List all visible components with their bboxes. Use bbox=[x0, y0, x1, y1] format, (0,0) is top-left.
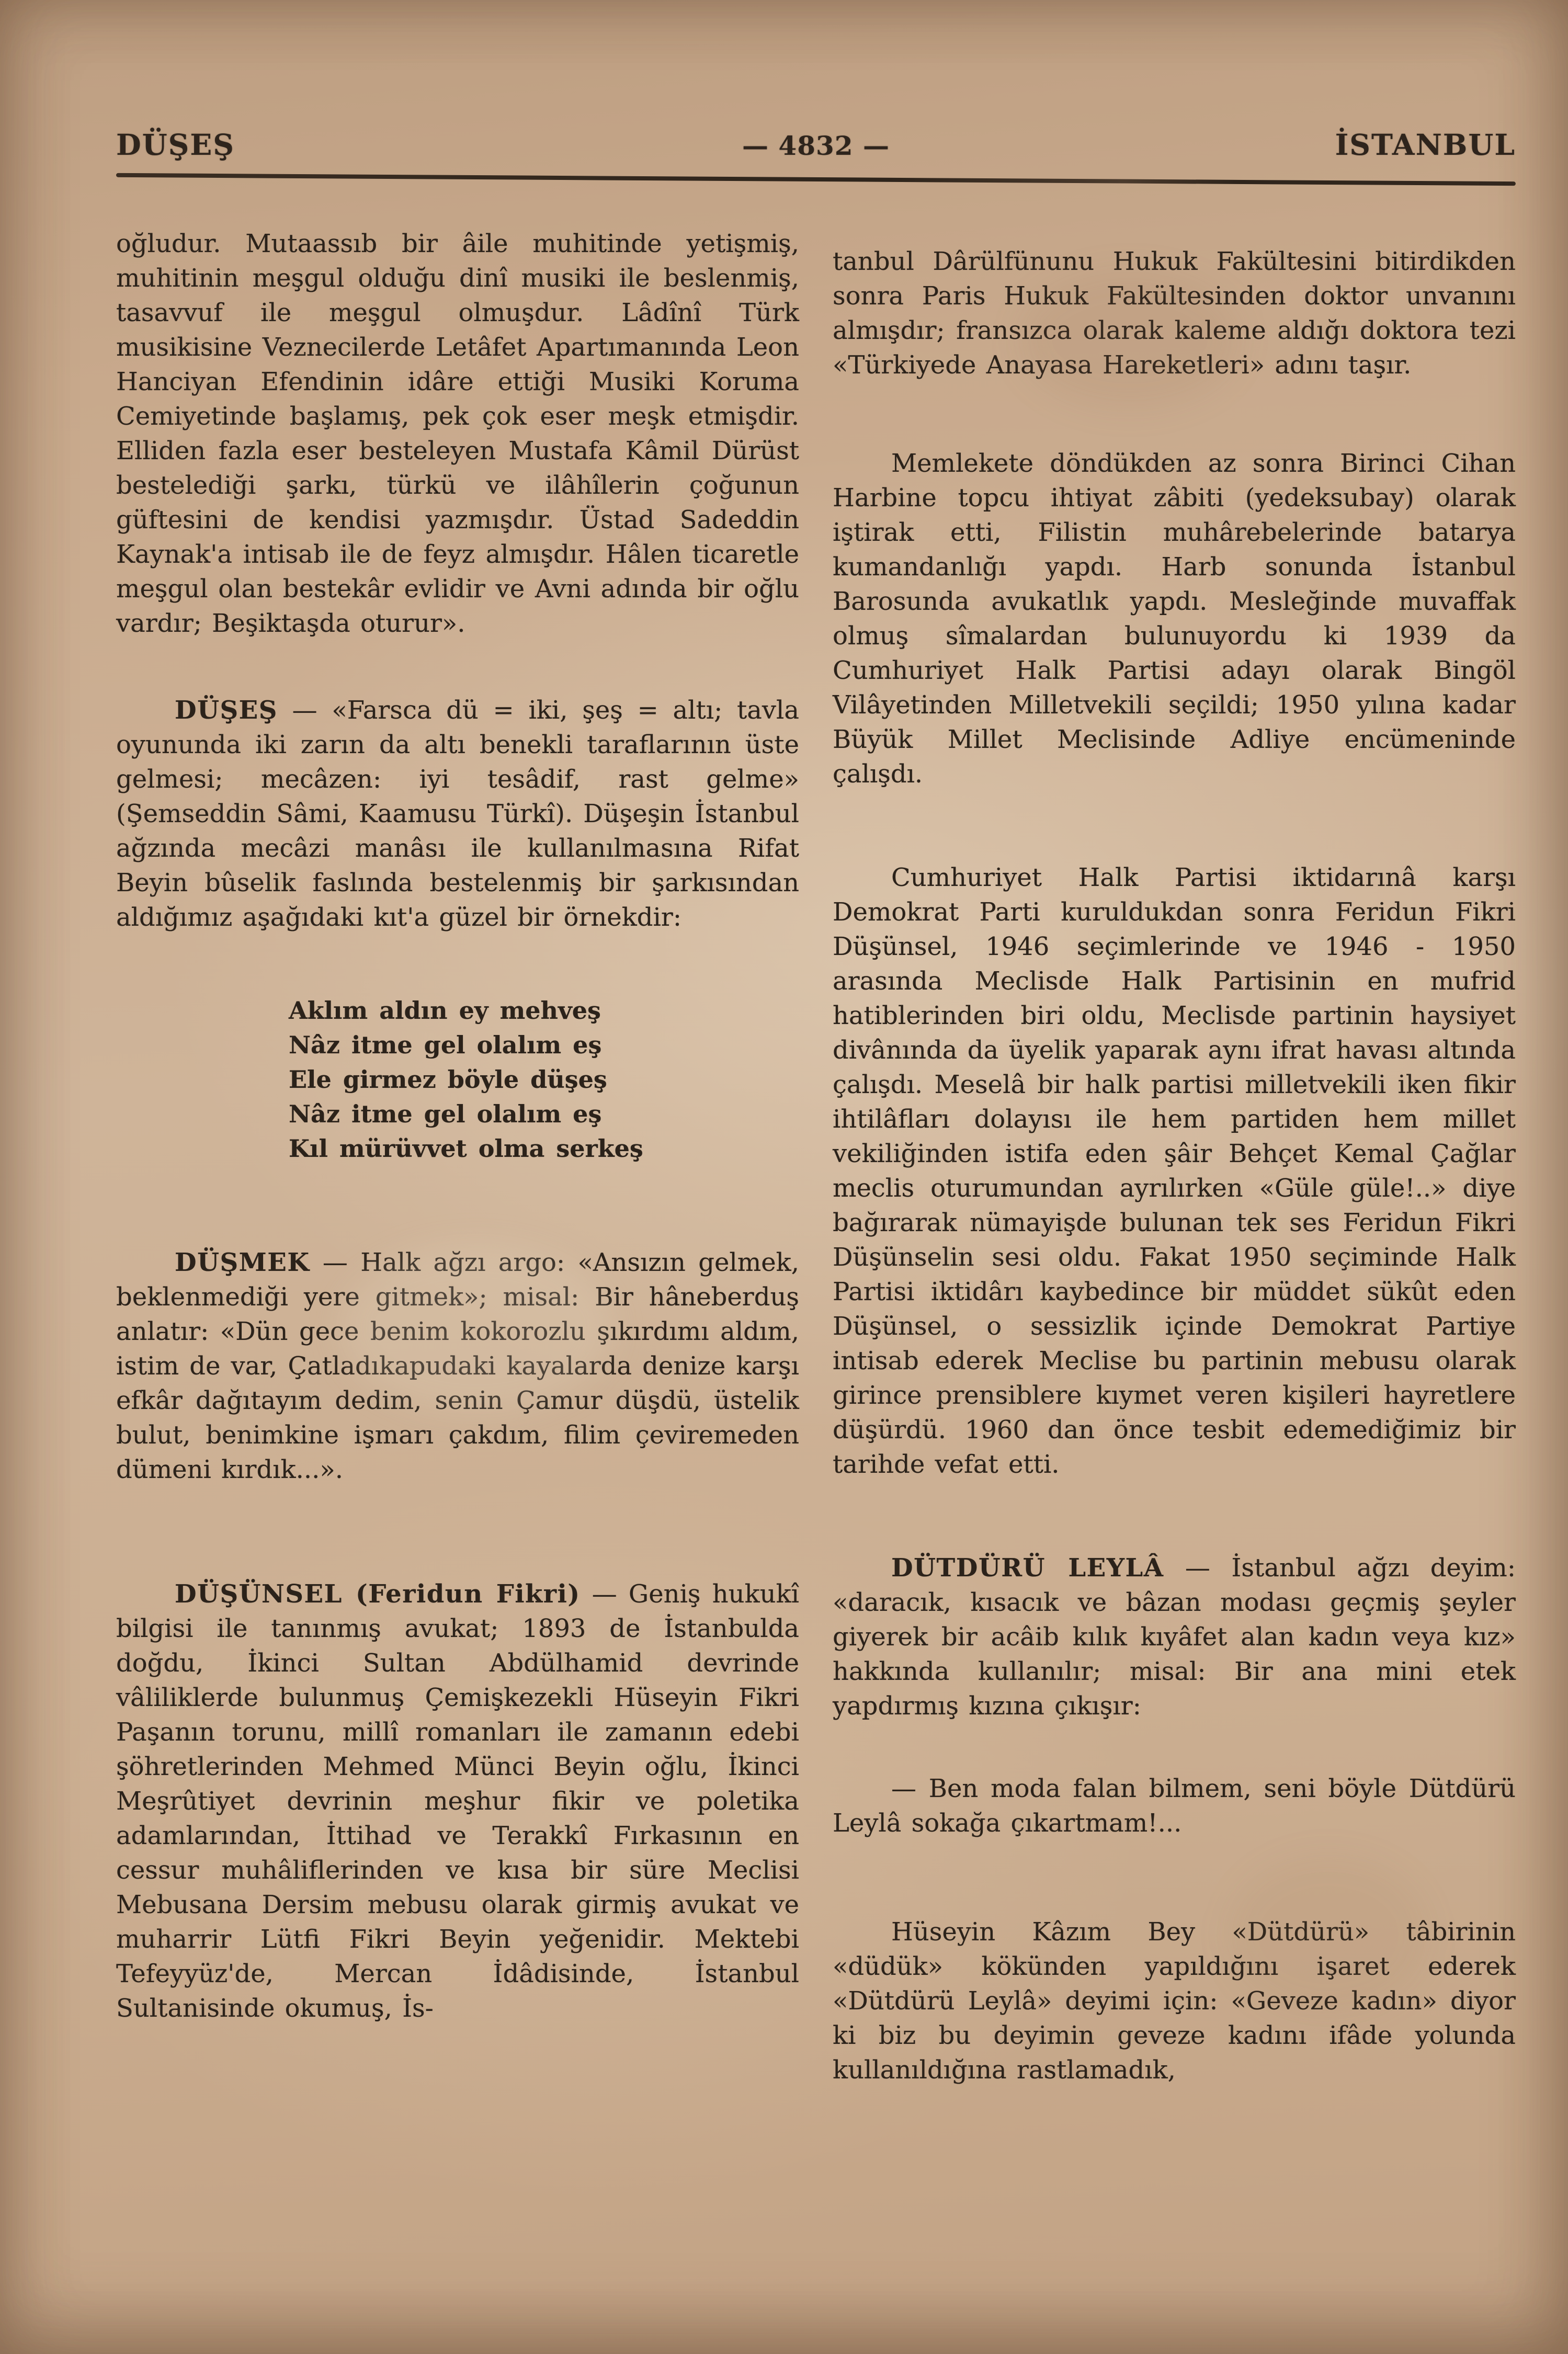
poem-line: Kıl mürüvvet olma serkeş bbox=[289, 1134, 643, 1163]
poem-block bbox=[289, 993, 799, 1166]
entry-dusmek bbox=[116, 1245, 799, 1487]
poem-line: Aklım aldın ey mehveş bbox=[289, 996, 601, 1025]
paragraph-chp: Cumhuriyet Halk Partisi iktidarınâ karşı Demokrat Parti kuruldukdan sonra Feridun Fikri Düşünsel, 1946 seçimlerinde ve 1946 - 1950 arasında Meclisde Halk Partisinin en mufrid hatiblerinden biri oldu, Meclisde partinin haysiyet divânında da üyelik yaparak aynı ifrat havası altında çalışdı. Meselâ bir halk partisi milletvekili iken fikir ihtilâfları dolayısı ile hem partiden hem millet vekiliğinden istifa eden şâir Behçet Kemal Çağlar meclis oturumundan ayrılırken «Güle güle!..» diye bağırarak nümayişde bulunan tek ses Feridun Fikri Düşünselin sesi oldu. Fakat 1950 seçiminde Halk Partisi iktidârı kaybedince bir müddet sükût eden Düşünsel, o sessizlik içinde Demokrat Partiye intisab ederek Meclise bu partinin mebusu olarak girince prensiblere kıymet veren kişileri hayretlere düşürdü. 1960 dan önce tesbit edemediğimiz bir tarihde vefat etti. bbox=[833, 863, 1516, 1479]
entry-dutduru-leyla bbox=[833, 1551, 1516, 1723]
page-header bbox=[116, 128, 1516, 162]
page-number: — 4832 — bbox=[742, 130, 890, 161]
two-column-text bbox=[116, 226, 1516, 2087]
entry-headword: DÜŞÜNSEL (Feridun Fikri) bbox=[175, 1579, 581, 1609]
entry-headword: DÜŞEŞ bbox=[175, 696, 278, 725]
entry-body: — «Farsca dü = iki, şeş = altı; tavla oyununda iki zarın da altı benekli taraflarının üste gelmesi; mecâzen: iyi tesâdif, rast gelme» (Şemseddin Sâmi, Kaamusu Türkî). Düşeşin İstanbul ağzında mecâzi manâsı ile kullanılmasına Rifat Beyin bûselik faslında bestelenmiş bir şarkısından aldığımız aşağıdaki kıt'a güzel bir örnekdir: bbox=[116, 696, 799, 932]
paragraph-memleket: Memlekete döndükden az sonra Birinci Cihan Harbine topcu ihtiyat zâbiti (yedeksubay) olarak iştirak etti, Filistin muhârebelerinde batarya kumandanlığı yapdı. Harb sonunda İstanbul Barosunda avukatlık yapdı. Mesleğinde muvaffak olmuş sîmalardan bulunuyordu ki 1939 da Cumhuriyet Halk Partisi adayı olarak Bingöl Vilâyetinden Milletvekili seçildi; 1950 yılına kadar Büyük Millet Meclisinde Adliye encümeninde çalışdı. bbox=[833, 449, 1516, 789]
running-head-left: DÜŞEŞ bbox=[116, 128, 235, 162]
entry-body: — Geniş hukukî bilgisi ile tanınmış avukat; 1893 de İstanbulda doğdu, İkinci Sultan Abdülhamid devrinde vâliliklerde bulunmuş Çemişkezekli Hüseyin Fikri Paşanın torunu, millî romanları ile zamanın edebi şöhretlerinden Mehmed Münci Beyin oğlu, İkinci Meşrûtiyet devrinin meşhur fikir ve poletika adamlarından, İttihad ve Terakkî Fırkasının en cessur muhâliflerinden ve kısa bir süre Meclisi Mebusana Dersim mebusu olarak girmiş avukat ve muharrir Lütfi Fikri Beyin yeğenidir. Mektebi Tefeyyüz'de, Mercan İdâdisinde, İstanbul Sultanisinde okumuş, İs- bbox=[116, 1579, 799, 2023]
entry-headword: DÜTDÜRÜ LEYLÂ bbox=[891, 1553, 1164, 1583]
entry-headword: DÜŞMEK bbox=[175, 1248, 310, 1277]
right-column bbox=[833, 226, 1516, 2087]
poem-line: Ele girmez böyle düşeş bbox=[289, 1065, 607, 1094]
left-column bbox=[116, 226, 799, 2087]
poem-line: Nâz itme gel olalım eş bbox=[289, 1100, 602, 1128]
dialogue-line: — Ben moda falan bilmem, seni böyle Dütdürü Leylâ sokağa çıkartmam!... bbox=[833, 1774, 1516, 1838]
paragraph-continuation: tanbul Dârülfünunu Hukuk Fakültesini bitirdikden sonra Paris Hukuk Fakültesinden doktor unvanını almışdır; fransızca olarak kaleme aldığı doktora tezi «Türkiyede Anayasa Hareketleri» adını taşır. bbox=[833, 247, 1516, 380]
poem-line: Nâz itme gel olalım eş bbox=[289, 1031, 602, 1059]
entry-body: — İstanbul ağzı deyim: «daracık, kısacık ve bâzan modası geçmiş şeyler giyerek bir acâib kılık kıyâfet alan kadın veya kız» hakkında kullanılır; misal: Bir ana mini etek yapdırmış kızına çıkışır: bbox=[833, 1553, 1516, 1721]
header-rule bbox=[116, 173, 1516, 186]
entry-dusunsel bbox=[116, 1577, 799, 2026]
entry-duses bbox=[116, 693, 799, 935]
paragraph-huseyin: Hüseyin Kâzım Bey «Dütdürü» tâbirinin «düdük» kökünden yapıldığını işaret ederek «Dütdürü Leylâ» deyimi için: «Geveze kadın» diyor ki biz bu deyimin geveze kadını ifâde yolunda kullanıldığına rastlamadık, bbox=[833, 1917, 1516, 2085]
paragraph-continuation: oğludur. Mutaassıb bir âile muhitinde yetişmiş, muhitinin meşgul olduğu dinî musiki ile beslenmiş, tasavvuf ile meşgul olmuşdur. Lâdînî Türk musikisine Veznecilerde Letâfet Apartımanında Leon Hanciyan Efendinin idâre ettiği Musiki Koruma Cemiyetinde başlamış, pek çok eser meşk etmişdir. Elliden fazla eser besteleyen Mustafa Kâmil Dürüst bestelediği şarkı, türkü ve ilâhîlerin çoğunun güftesini de kendisi yazmışdır. Üstad Sadeddin Kaynak'a intisab ile de feyz almışdır. Hâlen ticaretle meşgul olan bestekâr evlidir ve Avni adında bir oğlu vardır; Beşiktaşda oturur». bbox=[116, 229, 799, 638]
running-head-right: İSTANBUL bbox=[1335, 128, 1516, 162]
entry-body: — Halk ağzı argo: «Ansızın gelmek, beklenmediği yere gitmek»; misal: Bir hâneberduş anlatır: «Dün gece benim kokorozlu şıkırdımı aldım, istim de var, Çatladıkapudaki kayalarda denize karşı efkâr dağıtayım dedim, senin Çamur düşdü, üstelik bulut, benimkine işmarı çakdım, filim çeviremeden dümeni kırdık...». bbox=[116, 1248, 799, 1484]
